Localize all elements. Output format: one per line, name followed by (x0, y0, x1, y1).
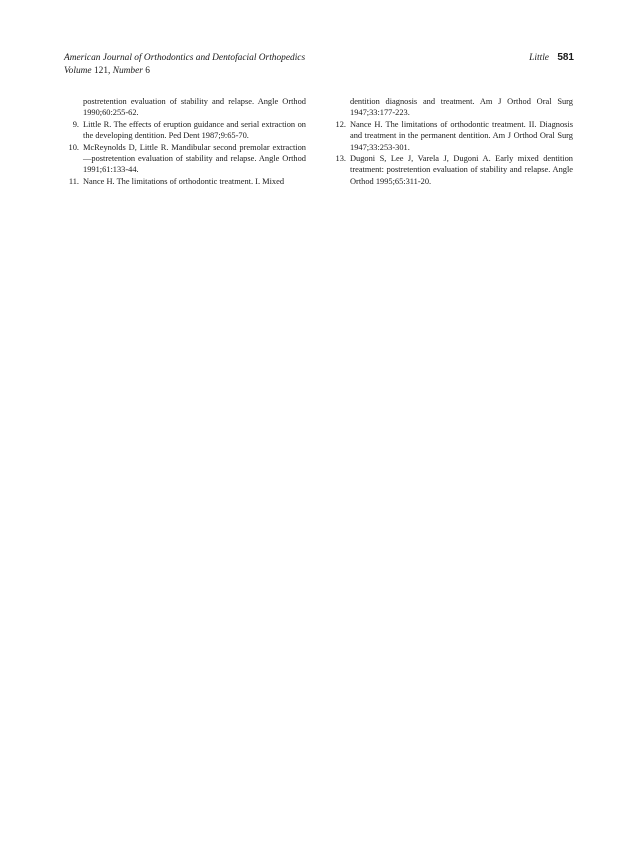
reference-number: 12. (335, 119, 346, 129)
page-number: 581 (557, 52, 574, 63)
reference-text: Little R. The effects of eruption guidance and serial extraction on the developing dentition. Ped Dent 1987;9:65-70. (83, 119, 306, 141)
reference-item (331, 119, 573, 153)
reference-item (64, 142, 306, 176)
reference-item (331, 153, 573, 187)
reference-text: dentition diagnosis and treatment. Am J Orthod Oral Surg 1947;33:177-223. (350, 97, 573, 118)
volume-number: 121 (93, 66, 109, 76)
volume-line: Volume 121, Number 6 (64, 66, 150, 76)
reference-text: McReynolds D, Little R. Mandibular second premolar extraction—postretention evaluation of stability and relapse. Angle Orthod 1991;61:133-44. (83, 142, 306, 175)
reference-number: 10. (68, 142, 79, 152)
reference-item (331, 96, 573, 119)
references-column-left (64, 96, 306, 187)
reference-number: 13. (335, 154, 346, 164)
reference-text: Nance H. The limitations of orthodontic treatment. I. Mixed (83, 176, 285, 186)
reference-text: Nance H. The limitations of orthodontic treatment. II. Diagnosis and treatment in the permanent dentition. Am J Orthod Oral Surg 1947;33:253-301. (350, 119, 573, 152)
running-header-journal (64, 52, 305, 78)
reference-text: postretention evaluation of stability and relapse. Angle Orthod 1990;60:255-62. (83, 97, 306, 118)
running-author: Little (529, 53, 549, 63)
issue-number: 6 (145, 66, 150, 76)
running-header-page (529, 51, 574, 65)
reference-item (64, 176, 306, 187)
reference-text: Dugoni S, Lee J, Varela J, Dugoni A. Early mixed dentition treatment: postretention evaluation of stability and relapse. Angle Orthod 1995;65:311-20. (350, 154, 573, 186)
number-label: Number (112, 66, 143, 76)
volume-label: Volume (64, 66, 92, 76)
reference-number: 11. (68, 176, 79, 186)
references-column-right (331, 96, 573, 187)
journal-title: American Journal of Orthodontics and Dentofacial Orthopedics (64, 53, 306, 63)
reference-item (64, 119, 306, 142)
reference-item (64, 96, 306, 119)
reference-number: 9. (72, 119, 79, 129)
